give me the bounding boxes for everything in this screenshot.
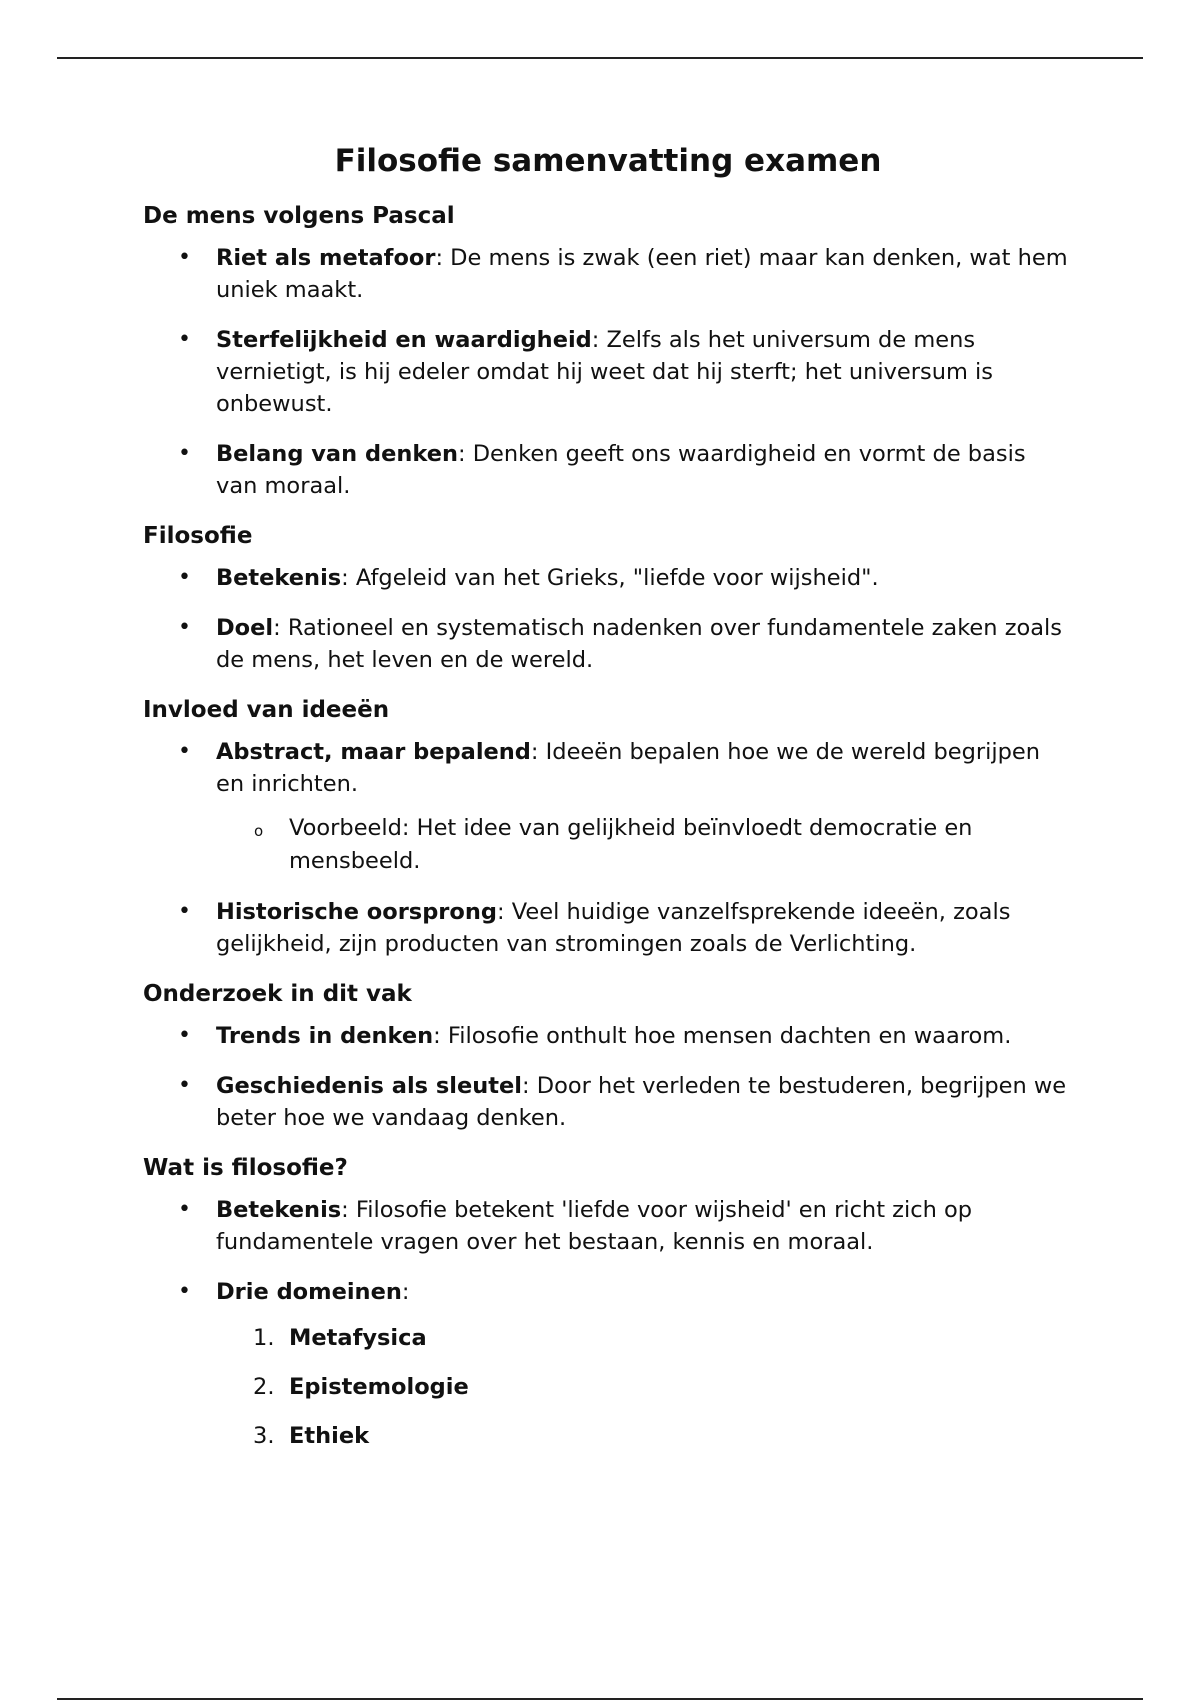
ideeen-list [143,736,1073,960]
item-text: : Rationeel en systematisch nadenken over fundamentele zaken zoals de mens, het leven en de wereld. [216,615,1063,673]
list-item [143,438,1073,502]
item-term: Trends in denken [216,1023,434,1049]
item-term: Betekenis [216,565,342,591]
sub-list [216,812,1073,878]
item-text: : Zelfs als het universum de mens vernietigt, is hij edeler omdat hij weet dat hij sterft; het universum is onbewust. [216,327,994,417]
item-label: Metafysica [289,1325,427,1351]
section-heading-pascal: De mens volgens Pascal [143,203,455,229]
item-text: : Denken geeft ons waardigheid en vormt de basis van moraal. [216,441,1026,499]
section-heading-onderzoek: Onderzoek in dit vak [143,981,412,1007]
section-heading-wat-is-filosofie: Wat is filosofie? [143,1155,348,1181]
list-item [143,1020,1073,1052]
item-term: Historische oorsprong [216,899,497,925]
numbered-item [216,1322,1073,1354]
item-term: Geschiedenis als sleutel [216,1073,523,1099]
list-item [143,612,1073,676]
item-term: Sterfelijkheid en waardigheid [216,327,592,353]
section-heading-filosofie: Filosofie [143,523,253,549]
item-text: : [401,1279,410,1305]
page-title: Filosofie samenvatting examen [334,143,882,179]
item-term: Riet als metafoor [216,245,436,271]
list-item [143,1194,1073,1258]
item-text: : Filosofie betekent 'liefde voor wijsheid' en richt zich op fundamentele vragen over het bestaan, kennis en moraal. [216,1197,973,1255]
item-term: Belang van denken [216,441,458,467]
list-item [143,736,1073,878]
list-item [143,1276,1073,1452]
item-number: 3. [253,1423,275,1449]
item-text: : Door het verleden te bestuderen, begrijpen we beter hoe we vandaag denken. [216,1073,1067,1131]
item-text: : Ideeën bepalen hoe we de wereld begrijpen en inrichten. [216,739,1040,797]
item-term: Drie domeinen [216,1279,402,1305]
wat-is-filosofie-list [143,1194,1073,1452]
numbered-item [216,1371,1073,1403]
domains-list [216,1322,1073,1452]
numbered-item [216,1420,1073,1452]
section-heading-ideeen: Invloed van ideeën [143,697,390,723]
item-term: Doel [216,615,274,641]
item-term: Abstract, maar bepalend [216,739,531,765]
item-label: Epistemologie [289,1374,469,1400]
filosofie-list [143,562,1073,676]
pascal-list [143,242,1073,502]
document-body [143,140,1073,1470]
item-text: : De mens is zwak (een riet) maar kan denken, wat hem uniek maakt. [216,245,1068,303]
list-item [143,562,1073,594]
top-rule [57,57,1143,59]
item-label: Ethiek [289,1423,370,1449]
item-term: Betekenis [216,1197,342,1223]
list-item [143,242,1073,306]
item-text: : Filosofie onthult hoe mensen dachten en waarom. [433,1023,1012,1049]
item-text: : Veel huidige vanzelfsprekende ideeën, zoals gelijkheid, zijn producten van stromingen zoals de Verlichting. [216,899,1011,957]
onderzoek-list [143,1020,1073,1134]
list-item [143,896,1073,960]
item-number: 1. [253,1325,275,1351]
list-item [143,324,1073,420]
list-item [143,1070,1073,1134]
item-number: 2. [253,1374,275,1400]
item-text: : Afgeleid van het Grieks, "liefde voor wijsheid". [341,565,879,591]
sub-list-item: o Voorbeeld: Het idee van gelijkheid beïnvloedt democratie en mensbeeld. [216,812,1073,878]
